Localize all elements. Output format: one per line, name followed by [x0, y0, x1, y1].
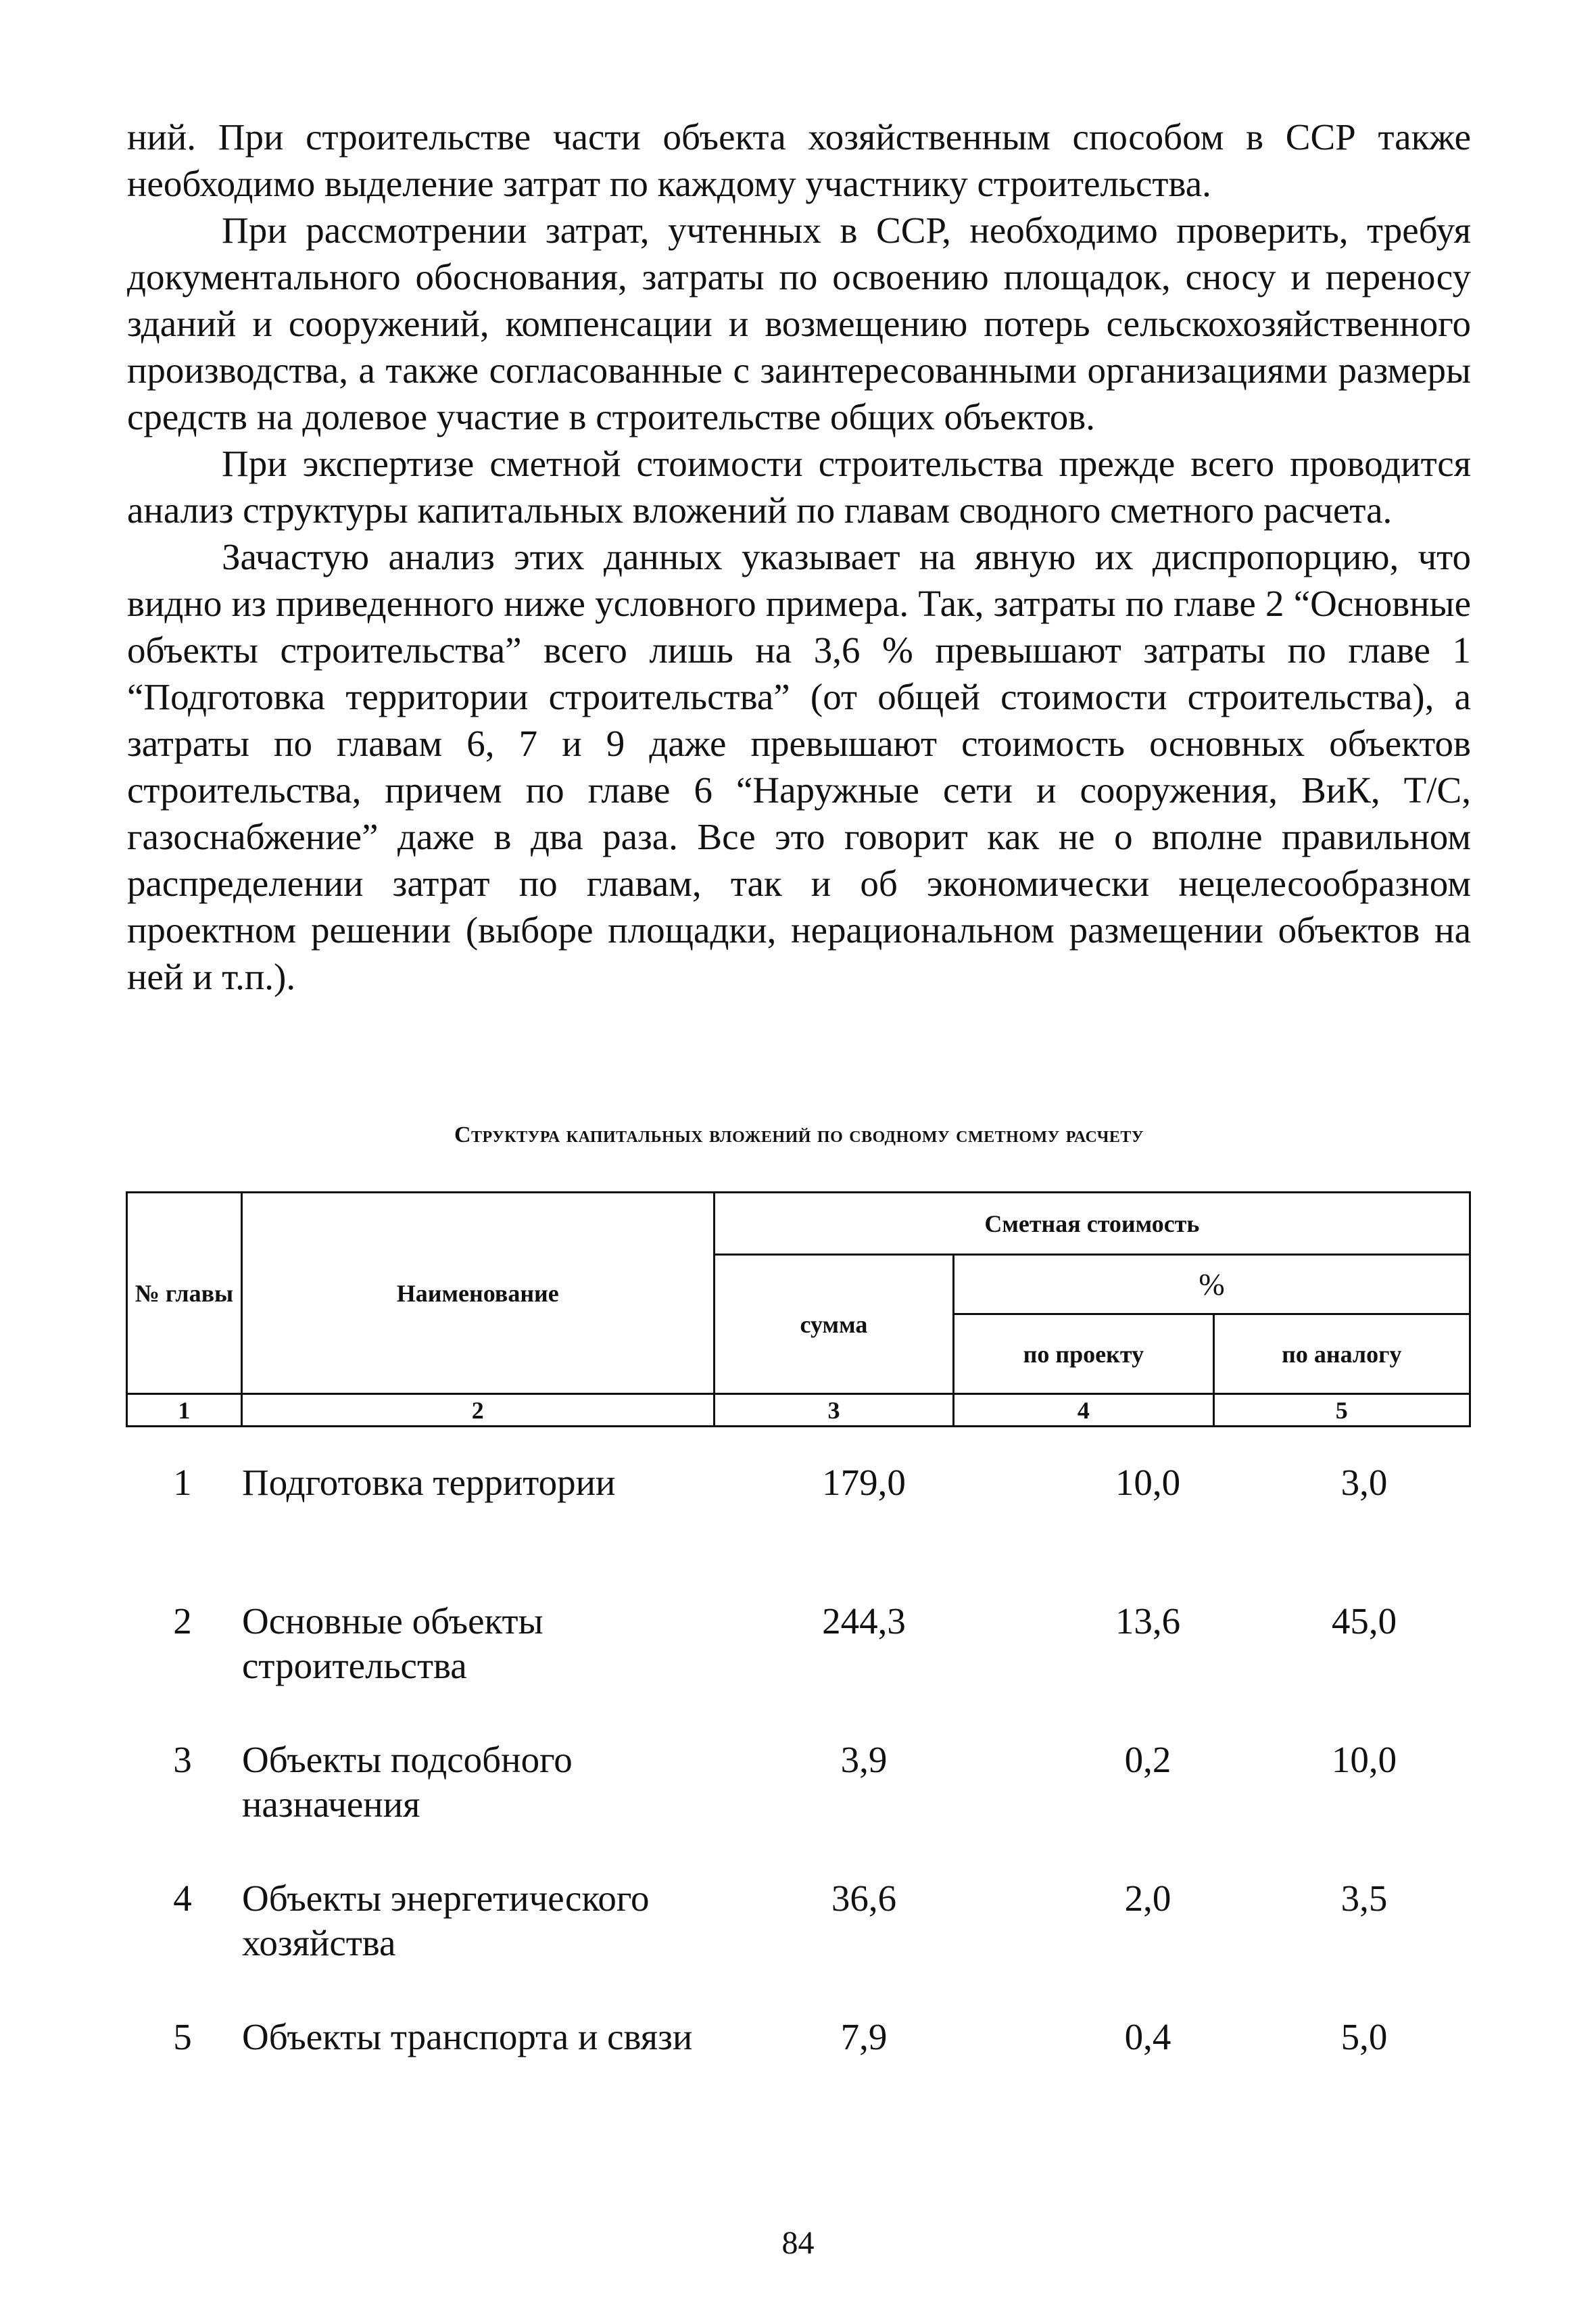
paragraph-4: Зачастую анализ этих данных указывает на явную их диспропорцию, что видно из приведенного ниже условного примера. Так, затраты по главе 2 “Основные объекты строительства” всего лишь на 3,6 % превышают затраты по главе 1 “Подготовка территории строительства” (от общей стоимости строительства), а затраты по главам 6, 7 и 9 даже превышают стоимость основных объектов строительства, причем по главе 6 “Наружные сети и сооружения, ВиК, Т/С, газоснабжение” даже в два раза. Все это говорит как не о вполне правильном распределении затрат по главам, так и об экономически нецелесообразном проектном решении (выборе площадки, нерациональном размещении объектов на ней и т.п.).	[127, 536, 1471, 997]
row-name: Подготовка территории	[242, 1462, 616, 1503]
row-percent-analog: 10,0	[1331, 1739, 1397, 1780]
row-sum: 7,9	[840, 2016, 888, 2057]
row-sum: 36,6	[831, 1878, 897, 1919]
row-chapter-no: 4	[173, 1878, 192, 1919]
row-name: Объекты энергетического хозяйства	[242, 1878, 650, 1963]
table-row	[127, 1876, 1479, 2015]
column-number-3: 3	[714, 1394, 953, 1427]
row-sum: 3,9	[840, 1739, 888, 1780]
row-chapter-no: 3	[173, 1739, 192, 1780]
paragraph-1: ний. При строительстве части объекта хозяйственным способом в ССР также необходимо выделение затрат по каждому участнику строительства.	[127, 116, 1471, 204]
header-percent: %	[954, 1255, 1470, 1314]
row-percent-project: 13,6	[1115, 1600, 1181, 1642]
row-name: Объекты подсобного назначения	[242, 1739, 573, 1825]
table-title: Структура капитальных вложений по сводному сметному расчету	[454, 1122, 1144, 1147]
row-percent-analog: 45,0	[1331, 1600, 1397, 1642]
header-by-analog: по аналогу	[1213, 1314, 1470, 1394]
row-chapter-no: 2	[173, 1600, 192, 1642]
row-percent-analog: 3,5	[1340, 1878, 1388, 1919]
table-row	[127, 1738, 1479, 1876]
paragraph-2: При рассмотрении затрат, учтенных в ССР, необходимо проверить, требуя документального обоснования, затраты по освоению площадок, сносу и переносу зданий и сооружений, компенсации и возмещению потерь сельскохозяйственного производства, а также согласованные с заинтересованными организациями размеры средств на долевое участие в строительстве общих объектов.	[127, 210, 1471, 437]
header-sum: сумма	[714, 1255, 953, 1394]
row-name: Основные объекты строительства	[242, 1600, 543, 1686]
table-row	[127, 1599, 1479, 1738]
row-percent-analog: 3,0	[1340, 1462, 1388, 1503]
column-number-1: 1	[127, 1394, 242, 1427]
row-chapter-no: 1	[173, 1462, 192, 1503]
row-percent-analog: 5,0	[1340, 2016, 1388, 2057]
header-estimated-cost: Сметная стоимость	[714, 1193, 1470, 1255]
row-chapter-no: 5	[173, 2016, 192, 2057]
body-text	[127, 114, 1471, 1000]
column-number-2: 2	[241, 1394, 714, 1427]
column-number-4: 4	[954, 1394, 1213, 1427]
table-body	[127, 1460, 1479, 2153]
row-percent-project: 0,2	[1124, 1739, 1171, 1780]
table-header	[126, 1191, 1471, 1427]
row-percent-project: 0,4	[1124, 2016, 1171, 2057]
header-name: Наименование	[241, 1193, 714, 1394]
page-number: 84	[781, 2225, 815, 2261]
header-by-project: по проекту	[954, 1314, 1213, 1394]
table-row	[127, 2015, 1479, 2153]
row-percent-project: 10,0	[1115, 1462, 1181, 1503]
header-chapter-no: № главы	[127, 1193, 242, 1394]
row-sum: 179,0	[822, 1462, 906, 1503]
row-sum: 244,3	[822, 1600, 906, 1642]
row-percent-project: 2,0	[1124, 1878, 1171, 1919]
row-name: Объекты транспорта и связи	[242, 2016, 693, 2057]
column-number-5: 5	[1213, 1394, 1470, 1427]
table-row	[127, 1460, 1479, 1599]
paragraph-3: При экспертизе сметной стоимости строительства прежде всего проводится анализ структуры капитальных вложений по главам сводного сметного расчета.	[127, 443, 1471, 531]
